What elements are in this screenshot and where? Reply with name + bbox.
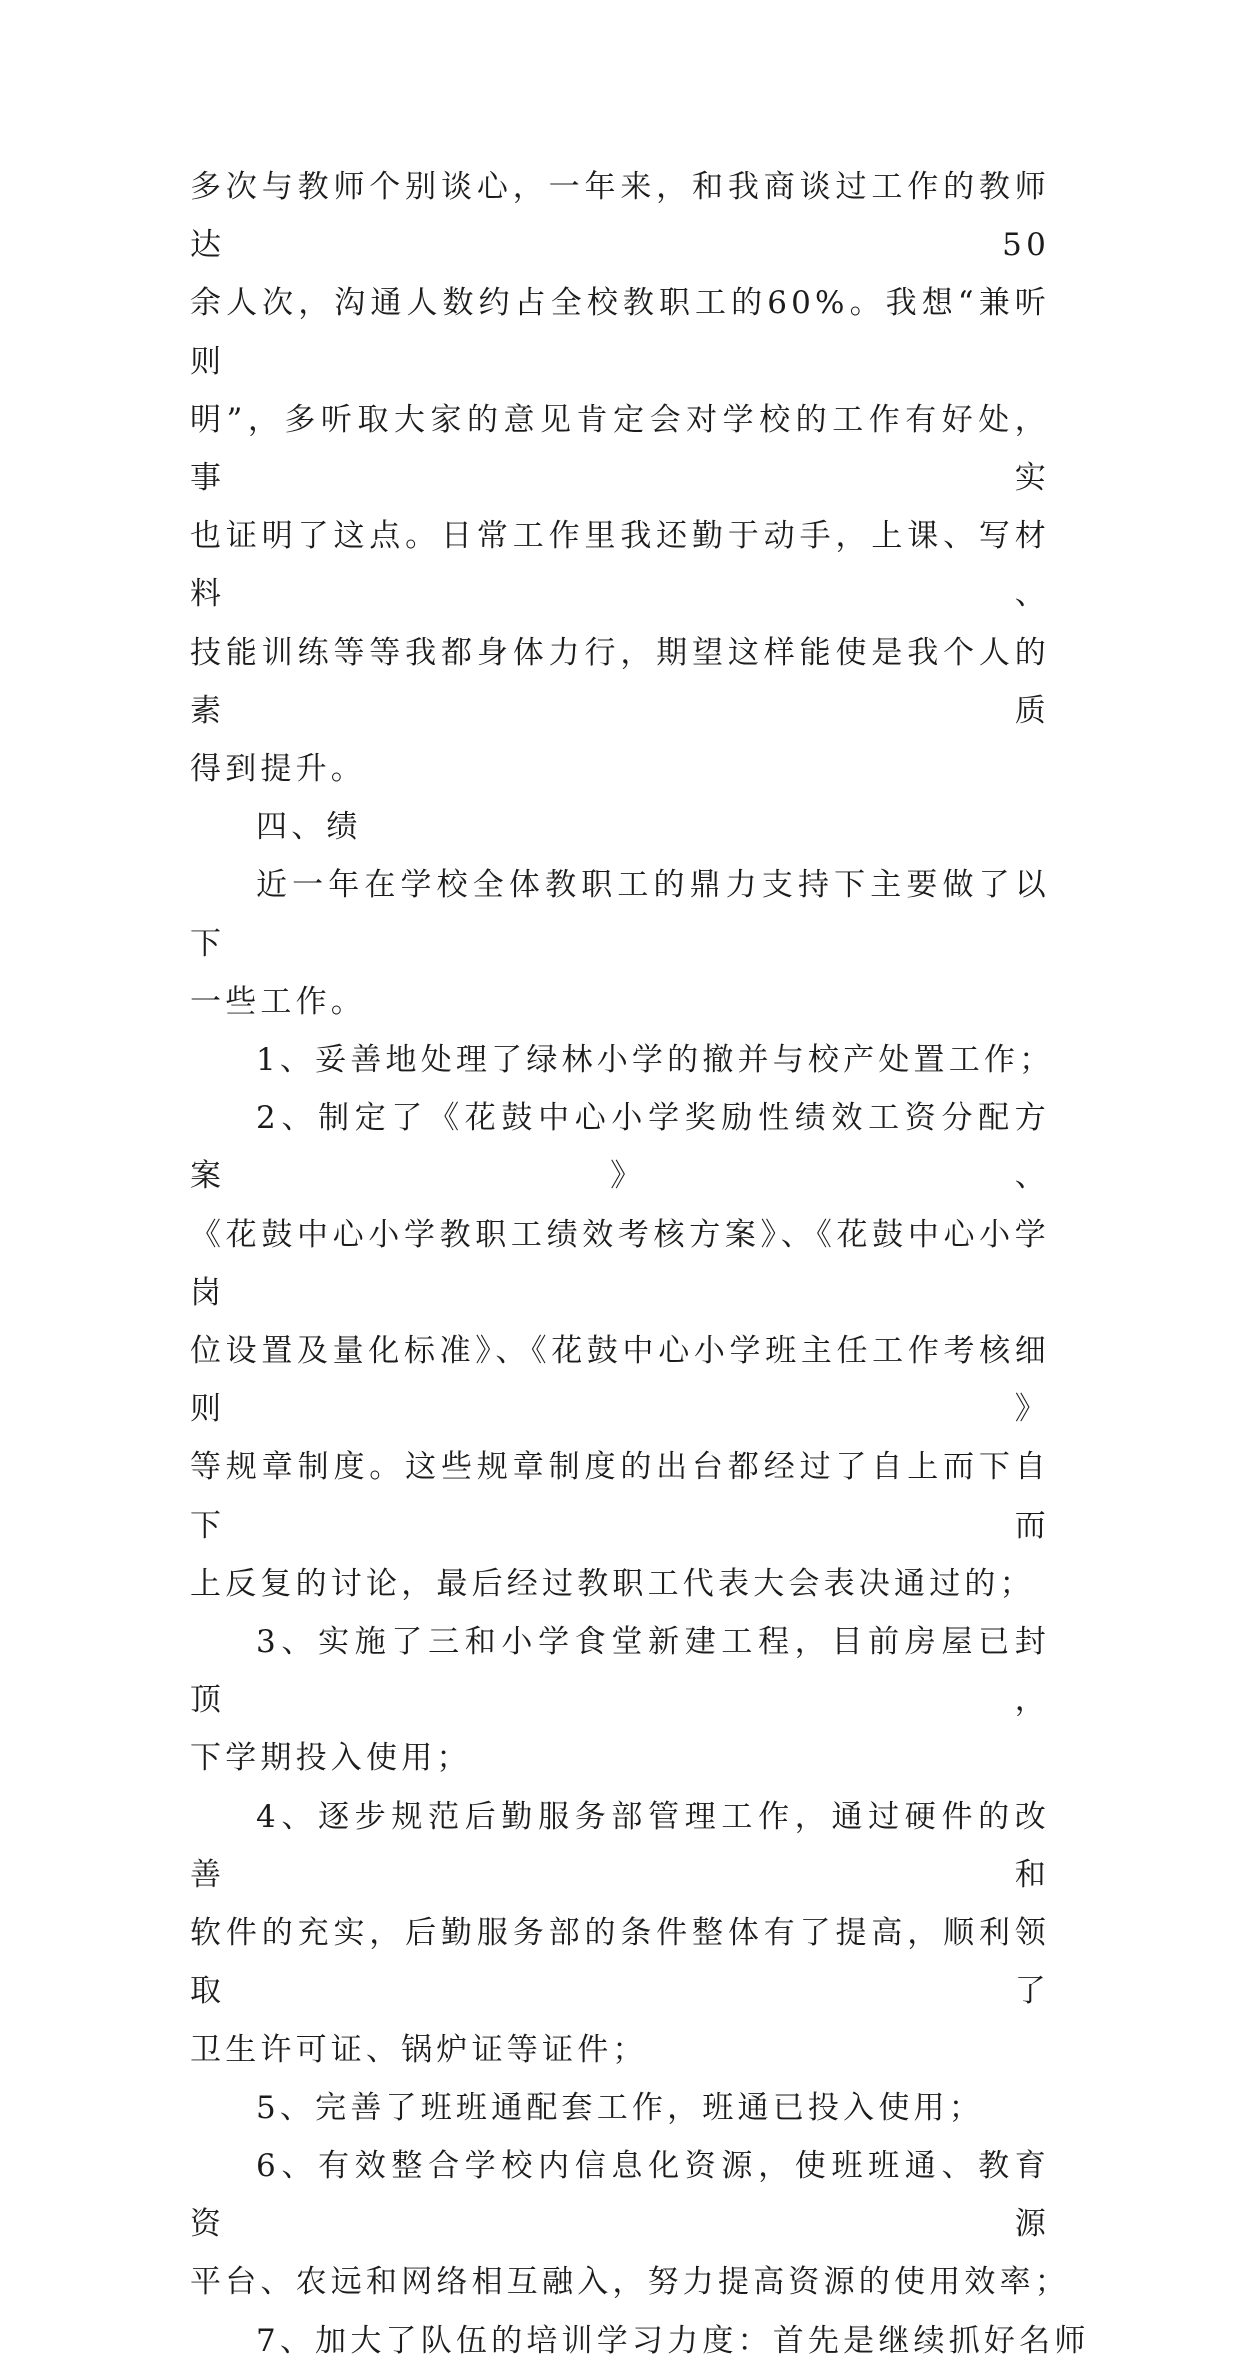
- paragraph: [190, 1089, 1050, 1613]
- paragraph: [190, 798, 1050, 856]
- text-line: 5、完善了班班通配套工作，班通已投入使用；: [256, 2089, 984, 2126]
- paragraph: [190, 1031, 1055, 1089]
- text-line: 上反复的讨论，最后经过教职工代表大会表决通过的；: [190, 1565, 1035, 1602]
- text-line: 得到提升。: [190, 751, 366, 788]
- text-line: 《花鼓中心小学教职工绩效考核方案》、《花鼓中心小学岗: [190, 1216, 1050, 1311]
- text-line: 四、绩: [256, 809, 362, 846]
- text-line: 下学期投入使用；: [190, 1740, 472, 1777]
- text-line: 7、加大了队伍的培训学习力度：首先是继续抓好名师: [256, 2322, 1090, 2359]
- text-line: 也证明了这点。日常工作里我还勤于动手，上课、写材料、: [190, 518, 1050, 613]
- paragraph: [190, 856, 1050, 1031]
- text-line: 余人次，沟通人数约占全校教职工的60%。我想“兼听则: [190, 285, 1050, 380]
- text-line: 6、有效整合学校内信息化资源，使班班通、教育资源: [190, 2147, 1050, 2243]
- text-line: 多次与教师个别谈心，一年来，和我商谈过工作的教师达50: [190, 169, 1050, 264]
- text-line: 1、妥善地处理了绿林小学的撤并与校产处置工作；: [256, 1042, 1055, 1079]
- text-line: 软件的充实，后勤服务部的条件整体有了提高，顺利领取了: [190, 1915, 1050, 2010]
- text-line: 等规章制度。这些规章制度的出台都经过了自上而下自下而: [190, 1449, 1050, 1544]
- text-line: 2、制定了《花鼓中心小学奖励性绩效工资分配方案》、: [190, 1100, 1050, 1195]
- paragraph: [190, 2137, 1070, 2312]
- text-line: 一些工作。: [190, 983, 366, 1020]
- paragraph: [190, 158, 1050, 798]
- text-line: 技能训练等等我都身体力行，期望这样能使是我个人的素质: [190, 634, 1050, 729]
- text-line: 位设置及量化标准》、《花鼓中心小学班主任工作考核细则》: [190, 1333, 1050, 1428]
- text-line: 3、实施了三和小学食堂新建工程，目前房屋已封顶，: [190, 1624, 1050, 1719]
- paragraph: [190, 2079, 1050, 2137]
- text-line: 明”，多听取大家的意见肯定会对学校的工作有好处，事实: [190, 401, 1050, 497]
- text-line: 4、逐步规范后勤服务部管理工作，通过硬件的改善和: [190, 1798, 1050, 1893]
- text-line: 卫生许可证、锅炉证等证件；: [190, 2031, 648, 2068]
- paragraph: [190, 2312, 1090, 2370]
- text-line: 平台、农远和网络相互融入，努力提高资源的使用效率；: [190, 2264, 1070, 2301]
- text-line: 近一年在学校全体教职工的鼎力支持下主要做了以下: [190, 867, 1050, 962]
- paragraph: [190, 1788, 1050, 2079]
- paragraph: [190, 1613, 1050, 1788]
- document-body: [190, 158, 1090, 2370]
